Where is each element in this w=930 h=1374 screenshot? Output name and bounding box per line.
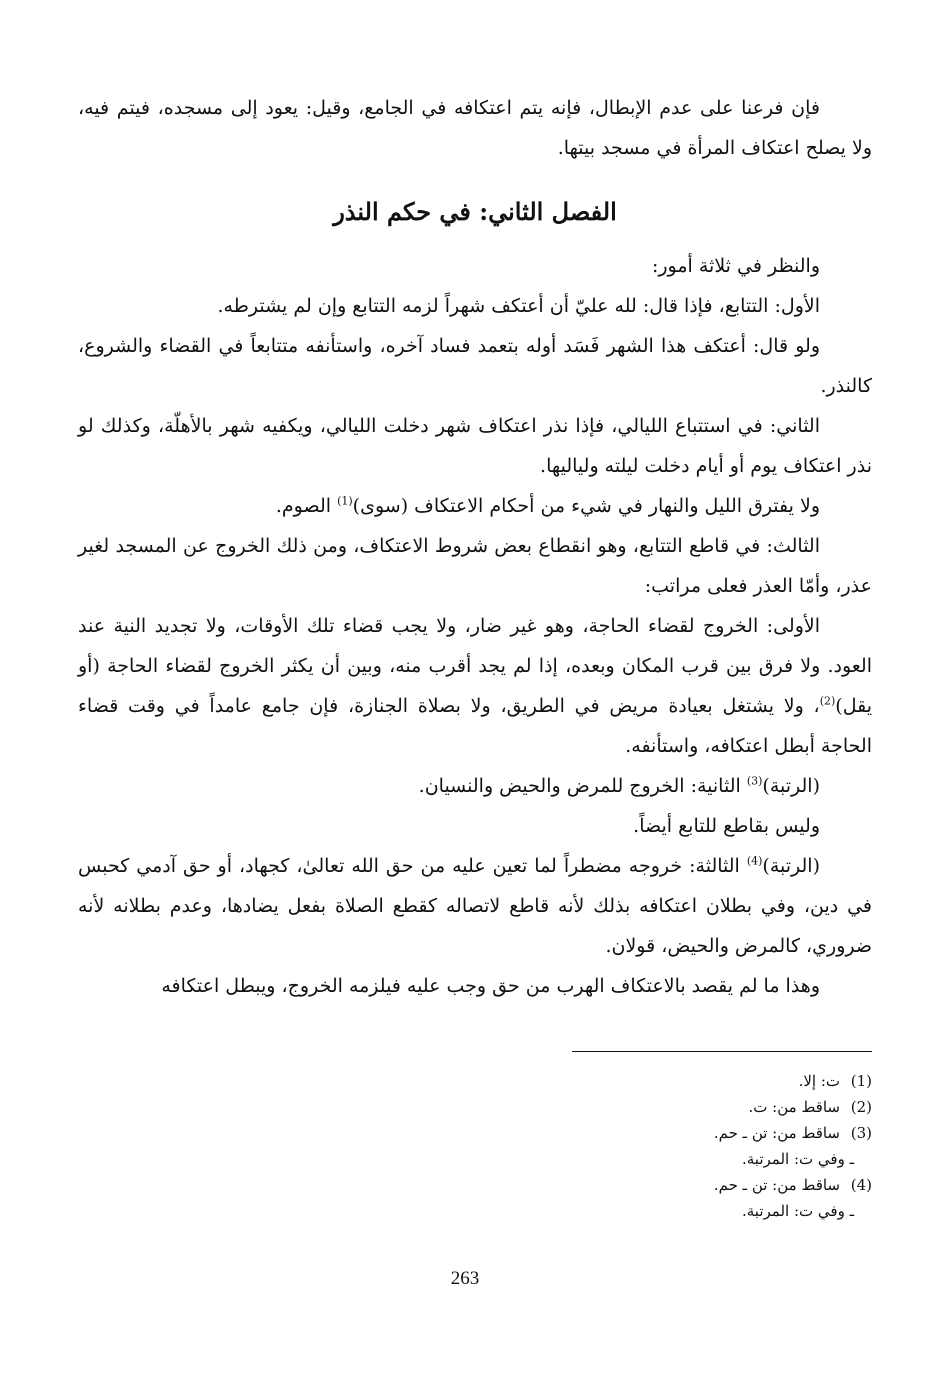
footnote-number: (3) [850, 1124, 872, 1142]
paragraph-6-text: ولا يفترق الليل والنهار في شيء من أحكام الاعتكاف (سوى) [352, 495, 820, 517]
footnote-text: ساقط من: ت. [748, 1098, 840, 1116]
paragraph-7: الثالث: في قاطع التتابع، وهو انقطاع بعض شروط الاعتكاف، ومن ذلك الخروج عن المسجد لغير عذر، وأمّا العذر فعلى مراتب: [78, 535, 872, 597]
footnotes [560, 1068, 872, 1224]
paragraph-5: الثاني: في استتباع الليالي، فإذا نذر اعتكاف شهر دخلت الليالي، ويكفيه شهر بالأهلّة، وكذلك لو نذر اعتكاف يوم أو أيام دخلت ليلته ولياليها. [78, 415, 872, 477]
chapter-heading: الفصل الثاني: في حكم النذر [333, 197, 617, 226]
footnote-4-continuation: ـ وفي ت: المرتبة. [742, 1202, 854, 1220]
footnote-text: ساقط من: تن ـ حم. [713, 1176, 840, 1194]
paragraph-3: الأول: التتابع، فإذا قال: لله عليّ أن أعتكف شهراً لزمه التتابع وإن لم يشترطه. [217, 295, 820, 317]
footnote-1 [560, 1068, 872, 1094]
footnote-number: (2) [850, 1098, 872, 1116]
page-number: 263 [450, 1268, 480, 1289]
footnote-number: (4) [850, 1176, 872, 1194]
footnote-3 [560, 1120, 872, 1146]
paragraph-8-text: الأولى: الخروج لقضاء الحاجة، وهو غير ضار، ولا يجب قضاء تلك الأوقات، ولا تجديد النية عند العود. ولا فرق بين قرب المكان وبعده، إذا لم يجد أقرب منه، وبين أن يكثر الخروج لقضاء الحاجة (أو يقل) [78, 615, 872, 717]
footnote-text: ت: إلا. [798, 1072, 840, 1090]
footnote-ref-2: (2) [819, 694, 836, 708]
footnote-number: (1) [850, 1072, 872, 1090]
footnote-ref-4: (4) [746, 854, 763, 868]
paragraph-6 [78, 486, 872, 526]
paragraph-2: والنظر في ثلاثة أمور: [651, 255, 820, 277]
footnote-ref-1: (1) [337, 494, 353, 508]
paragraph-4: ولو قال: أعتكف هذا الشهر فَسَد أوله بتعمد فساد آخره، واستأنفه متتابعاً في القضاء والشروع، كالنذر. [78, 335, 872, 397]
opening-paragraph-block [78, 88, 872, 168]
paragraph-11 [78, 846, 872, 966]
paragraph-9-tail: الثانية: الخروج للمرض والحيض والنسيان. [418, 775, 747, 797]
footnote-ref-3: (3) [746, 774, 763, 788]
paragraph-11-text: (الرتبة) [762, 855, 820, 877]
main-text-block [78, 246, 872, 1006]
footnote-separator [572, 1051, 872, 1052]
paragraph-1: فإن فرعنا على عدم الإبطال، فإنه يتم اعتكافه في الجامع، وقيل: يعود إلى مسجده، فيتم فيه، ولا يصلح اعتكاف المرأة في مسجد بيتها. [78, 97, 872, 159]
paragraph-9-text: (الرتبة) [762, 775, 820, 797]
footnote-3-continuation: ـ وفي ت: المرتبة. [742, 1150, 854, 1168]
paragraph-8 [78, 606, 872, 766]
paragraph-10: وليس بقاطع للتابع أيضاً. [633, 815, 820, 837]
footnote-text: ساقط من: تن ـ حم. [713, 1124, 840, 1142]
paragraph-11-tail: الثالثة: خروجه مضطراً لما تعين عليه من حق الله تعالىٰ، كجهاد، أو حق آدمي كحبس في دين، وفي بطلان اعتكافه بذلك لأنه قاطع لاتصاله كقطع الصلاة بفعل يضادها، وعدم بطلانه لأنه ضروري، كالمرض والحيض، قولان. [78, 855, 872, 957]
paragraph-6-tail: الصوم. [275, 495, 338, 517]
paragraph-12: وهذا ما لم يقصد بالاعتكاف الهرب من حق وجب عليه فيلزمه الخروج، ويبطل اعتكافه [161, 975, 820, 997]
paragraph-8-tail: ، ولا يشتغل بعيادة مريض في الطريق، ولا بصلاة الجنازة، فإن جامع عامداً في وقت قضاء الحاجة أبطل اعتكافه، واستأنفه. [78, 695, 872, 757]
paragraph-9 [78, 766, 872, 806]
footnote-2 [560, 1094, 872, 1120]
footnote-4 [560, 1172, 872, 1198]
